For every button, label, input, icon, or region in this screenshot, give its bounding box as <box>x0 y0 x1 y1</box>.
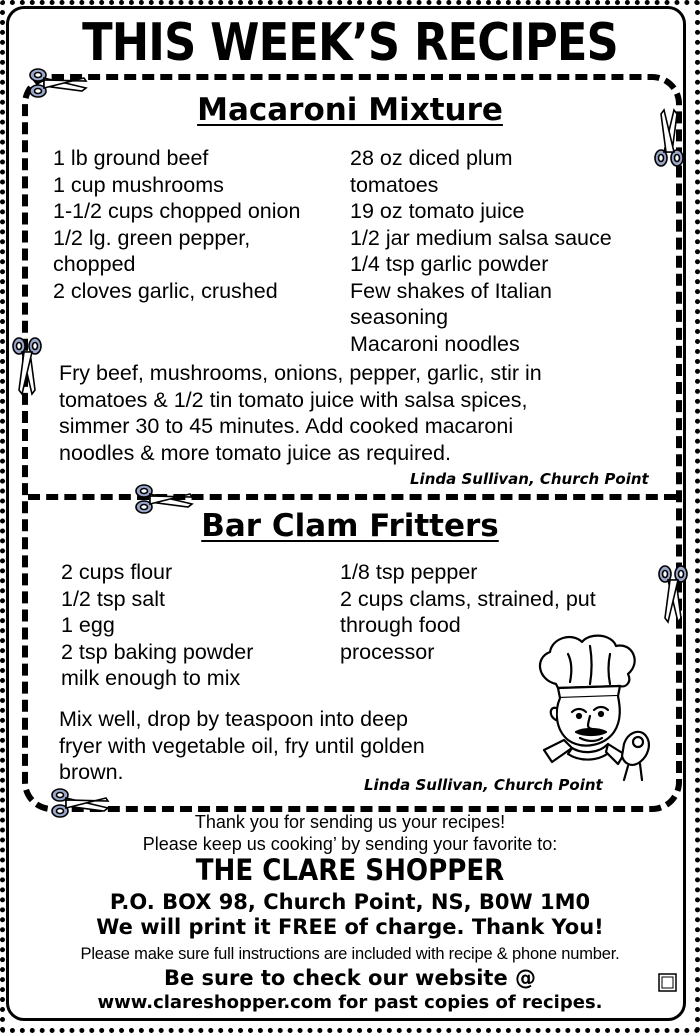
direction-line: noodles & more tomato juice as required. <box>59 440 451 465</box>
direction-line: tomatoes & 1/2 tin tomato juice with salsa spices, <box>59 387 528 412</box>
ingredient: 1/8 tsp pepper <box>340 560 478 584</box>
recipe-2-ingredients-left <box>61 559 253 692</box>
footer-thanks: Thank you for sending us your recipes! <box>194 812 506 832</box>
direction-line: Fry beef, mushrooms, onions, pepper, garlic, stir in <box>59 361 542 385</box>
ingredient: milk enough to mix <box>61 666 241 690</box>
recipe-2-directions <box>59 706 425 786</box>
website-line: www.clareshopper.com for past copies of recipes. <box>97 992 603 1013</box>
ingredient: 1/4 tsp garlic powder <box>350 252 549 276</box>
ingredient: 1/2 jar medium salsa sauce <box>350 225 612 250</box>
ingredient: 1/2 tsp salt <box>61 586 165 611</box>
direction-line: brown. <box>59 760 124 784</box>
ingredient: 1 egg <box>61 613 115 637</box>
ingredient: 1-1/2 cups chopped onion <box>53 199 301 223</box>
chef-illustration <box>528 632 658 782</box>
ingredient: tomatoes <box>350 172 439 197</box>
page-title: THIS WEEK’S RECIPES <box>82 13 618 73</box>
recipe-1-ingredients-left <box>53 145 300 304</box>
ingredient: seasoning <box>350 305 449 329</box>
recipe-1-title: Macaroni Mixture <box>197 92 503 128</box>
recipe-1-directions <box>59 360 542 466</box>
checkbox-icon <box>657 972 679 994</box>
ingredient: processor <box>340 639 435 664</box>
scissors-icon <box>656 564 690 624</box>
ingredient: through food <box>340 613 461 637</box>
scissors-icon <box>134 482 194 516</box>
recipe-divider <box>28 494 676 500</box>
scissors-icon <box>28 66 88 100</box>
website-prompt: Be sure to check our website @ <box>163 966 537 990</box>
ingredient: 28 oz diced plum <box>350 146 513 170</box>
ingredient: Few shakes of Italian <box>350 278 552 303</box>
ingredient: 1 cup mushrooms <box>53 172 224 197</box>
ingredient: 2 tsp baking powder <box>61 639 254 664</box>
ingredient: Macaroni noodles <box>350 331 520 356</box>
ingredient: 1 lb ground beef <box>53 146 209 170</box>
mailing-address: P.O. BOX 98, Church Point, NS, B0W 1M0 <box>109 890 591 914</box>
ingredient: 1/2 lg. green pepper, <box>53 225 251 250</box>
ingredient: chopped <box>53 252 136 276</box>
recipe-1-credit: Linda Sullivan, Church Point <box>410 470 649 488</box>
direction-line: simmer 30 to 45 minutes. Add cooked macaroni <box>59 414 514 438</box>
ingredient: 19 oz tomato juice <box>350 199 525 223</box>
ingredient: 2 cups flour <box>61 560 173 584</box>
instructions-note: Please make sure full instructions are included with recipe & phone number. <box>80 945 620 963</box>
scissors-icon <box>10 336 44 396</box>
recipe-2-title: Bar Clam Fritters <box>201 508 499 544</box>
recipe-2-credit: Linda Sullivan, Church Point <box>364 776 603 794</box>
footer-keep-cooking: Please keep us cooking’ by sending your favorite to: <box>142 834 558 854</box>
ingredient: 2 cups clams, strained, put <box>340 586 596 611</box>
publisher-name: THE CLARE SHOPPER <box>195 853 505 887</box>
direction-line: Mix well, drop by teaspoon into deep <box>59 707 408 731</box>
direction-line: fryer with vegetable oil, fry until golden <box>59 733 425 758</box>
free-print-notice: We will print it FREE of charge. Thank You! <box>96 915 604 939</box>
recipe-1-ingredients-right <box>350 145 612 357</box>
scissors-icon <box>652 108 686 168</box>
ingredient: 2 cloves garlic, crushed <box>53 278 278 303</box>
